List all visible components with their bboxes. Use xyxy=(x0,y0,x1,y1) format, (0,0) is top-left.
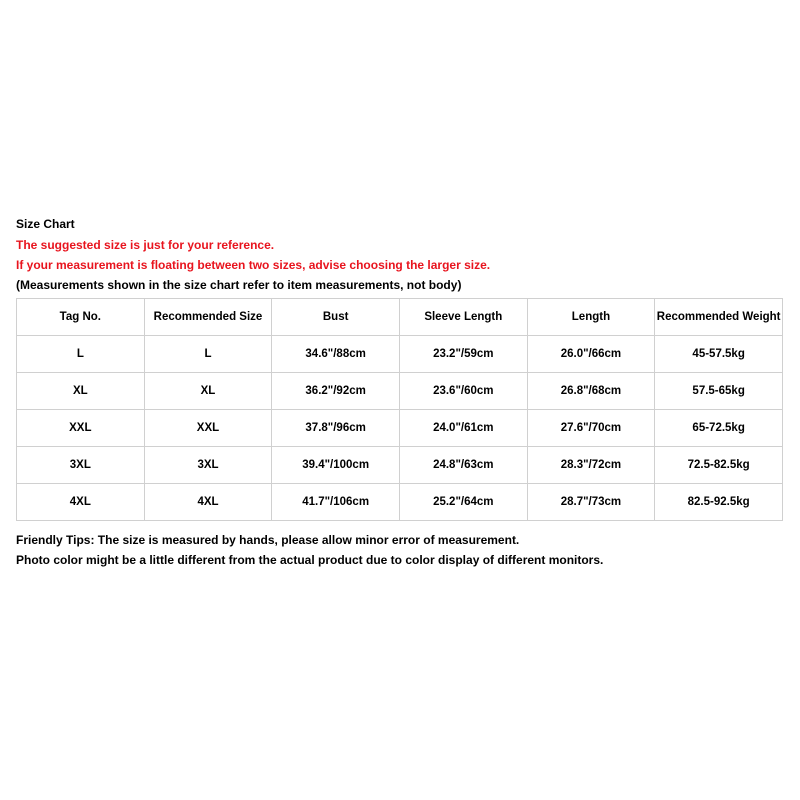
cell-recommended-size: XL xyxy=(144,373,272,410)
cell-length: 26.0"/66cm xyxy=(527,336,655,373)
size-chart-title: Size Chart xyxy=(16,217,75,231)
friendly-tips: Friendly Tips: The size is measured by hands, please allow minor error of measurement. xyxy=(16,533,520,547)
size-chart-document xyxy=(16,214,784,570)
size-table xyxy=(16,298,783,521)
table-row xyxy=(17,447,783,484)
cell-tag-no: XL xyxy=(17,373,145,410)
color-disclaimer: Photo color might be a little different from the actual product due to color display of different monitors. xyxy=(16,553,604,567)
table-row xyxy=(17,484,783,521)
header-length: Length xyxy=(527,299,655,336)
measurement-note: (Measurements shown in the size chart refer to item measurements, not body) xyxy=(16,278,462,292)
cell-length: 27.6"/70cm xyxy=(527,410,655,447)
cell-tag-no: L xyxy=(17,336,145,373)
cell-sleeve-length: 24.8"/63cm xyxy=(399,447,527,484)
cell-recommended-weight: 45-57.5kg xyxy=(655,336,783,373)
cell-sleeve-length: 23.6"/60cm xyxy=(399,373,527,410)
cell-recommended-weight: 57.5-65kg xyxy=(655,373,783,410)
cell-tag-no: 3XL xyxy=(17,447,145,484)
header-recommended-weight: Recommended Weight xyxy=(655,299,783,336)
cell-recommended-size: 4XL xyxy=(144,484,272,521)
cell-tag-no: XXL xyxy=(17,410,145,447)
cell-recommended-size: L xyxy=(144,336,272,373)
cell-bust: 39.4"/100cm xyxy=(272,447,400,484)
cell-length: 26.8"/68cm xyxy=(527,373,655,410)
cell-recommended-weight: 65-72.5kg xyxy=(655,410,783,447)
cell-bust: 41.7"/106cm xyxy=(272,484,400,521)
header-sleeve-length: Sleeve Length xyxy=(399,299,527,336)
cell-recommended-weight: 82.5-92.5kg xyxy=(655,484,783,521)
cell-bust: 34.6"/88cm xyxy=(272,336,400,373)
cell-bust: 37.8"/96cm xyxy=(272,410,400,447)
cell-recommended-weight: 72.5-82.5kg xyxy=(655,447,783,484)
table-row xyxy=(17,410,783,447)
cell-sleeve-length: 24.0"/61cm xyxy=(399,410,527,447)
cell-tag-no: 4XL xyxy=(17,484,145,521)
larger-size-advice: If your measurement is floating between two sizes, advise choosing the larger size. xyxy=(16,258,491,272)
cell-bust: 36.2"/92cm xyxy=(272,373,400,410)
cell-length: 28.3"/72cm xyxy=(527,447,655,484)
cell-recommended-size: XXL xyxy=(144,410,272,447)
cell-sleeve-length: 25.2"/64cm xyxy=(399,484,527,521)
header-tag-no: Tag No. xyxy=(17,299,145,336)
cell-sleeve-length: 23.2"/59cm xyxy=(399,336,527,373)
cell-length: 28.7"/73cm xyxy=(527,484,655,521)
header-recommended-size: Recommended Size xyxy=(144,299,272,336)
cell-recommended-size: 3XL xyxy=(144,447,272,484)
header-bust: Bust xyxy=(272,299,400,336)
table-row xyxy=(17,373,783,410)
table-header-row xyxy=(17,299,783,336)
reference-notice: The suggested size is just for your reference. xyxy=(16,238,275,252)
table-row xyxy=(17,336,783,373)
